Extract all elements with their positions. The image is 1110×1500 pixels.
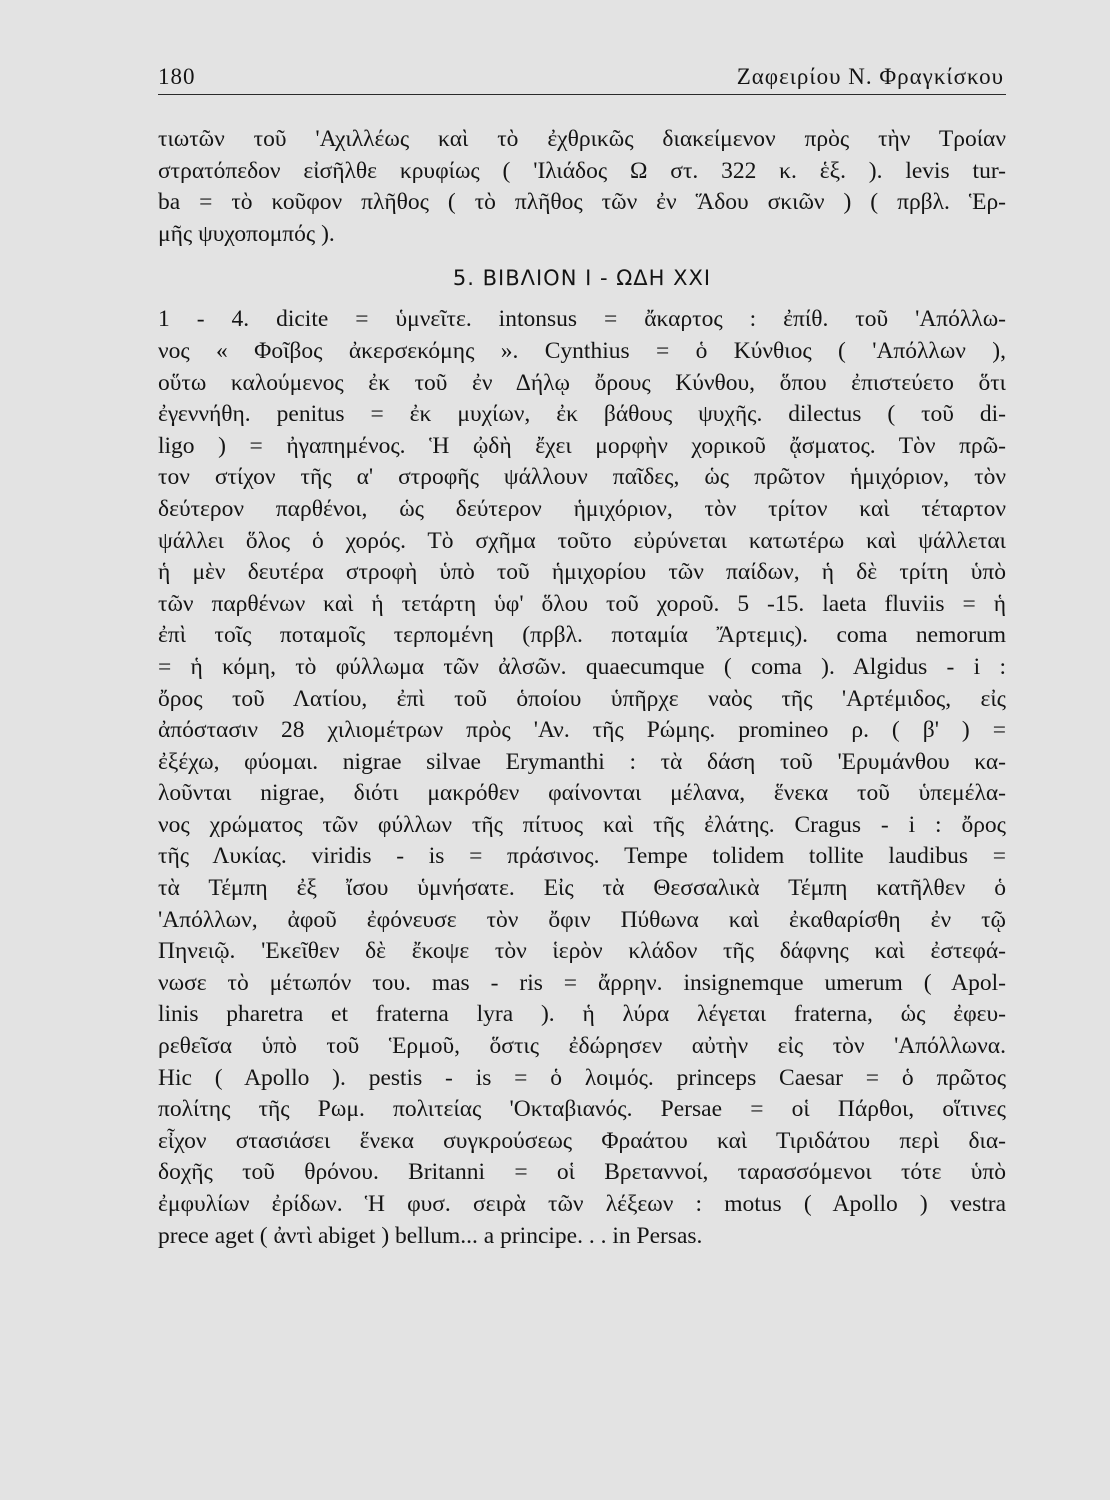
text-line: ἐμφυλίων ἐρίδων. Ἡ φυσ. σειρὰ τῶν λέξεων : motus ( Apollo ) vestra [158,1191,1006,1217]
text-line: οὕτω καλούμενος ἐκ τοῦ ἐν Δήλῳ ὄρους Κύνθου, ὅπου ἐπιστεύετο ὅτι [158,369,1006,396]
text-line: ἀπόστασιν 28 χιλιομέτρων πρὸς 'Αν. τῆς Ρώμης. promineo ρ. ( β' ) = [158,717,1006,744]
text-line: δοχῆς τοῦ θρόνου. Britanni = οἱ Βρεταννοί, ταρασσόμενοι τότε ὑπὸ [158,1159,1006,1186]
text-line: τιωτῶν τοῦ 'Αχιλλέως καὶ τὸ ἐχθρικῶς διακείμενον πρὸς τὴν Τροίαν [158,126,1006,152]
paragraph-continued [158,124,1006,250]
text-line: 1 - 4. dicite = ὑμνεῖτε. intonsus = ἄκαρτος : ἐπίθ. τοῦ 'Απόλλω- [158,306,1006,333]
text-line: τον στίχον τῆς α' στροφῆς ψάλλουν παῖδες, ὡς πρῶτον ἡμιχόριον, τὸν [158,464,1006,491]
text-line: ἐγεννήθη. penitus = ἐκ μυχίων, ἐκ βάθους ψυχῆς. dilectus ( τοῦ di- [158,401,1006,428]
text-line: Πηνειῷ. 'Εκεῖθεν δὲ ἔκοψε τὸν ἱερὸν κλάδον τῆς δάφνης καὶ ἐστεφά- [158,938,1006,965]
page-number: 180 [158,64,196,89]
text-line: ba = τὸ κοῦφον πλῆθος ( τὸ πλῆθος τῶν ἐν Ἅδου σκιῶν ) ( πρβλ. Ἑρ- [158,189,1006,216]
text-line: τῆς Λυκίας. viridis - is = πράσινος. Tempe tolidem tollite laudibus = [158,843,1006,870]
text-line: μῆς ψυχοπομπός ). [158,220,335,247]
page-body [158,124,1006,1252]
text-line: λοῦνται nigrae, διότι μακρόθεν φαίνονται μέλανα, ἕνεκα τοῦ ὑπεμέλα- [158,780,1006,807]
running-head: Ζαφειρίου Ν. Φραγκίσκου [736,64,1004,89]
text-line: ρεθεῖσα ὑπὸ τοῦ Ἑρμοῦ, ὅστις ἐδώρησεν αὐτὴν εἰς τὸν 'Απόλλωνα. [158,1033,1006,1060]
text-line: πολίτης τῆς Ρωμ. πολιτείας 'Οκταβιανός. Persae = οἱ Πάρθοι, οἵτινες [158,1096,1006,1123]
text-line: ἡ μὲν δευτέρα στροφὴ ὑπὸ τοῦ ἡμιχορίου τῶν παίδων, ἡ δὲ τρίτη ὑπὸ [158,559,1006,586]
text-line: νωσε τὸ μέτωπόν του. mas - ris = ἄρρην. insignemque umerum ( Apol- [158,969,1006,996]
text-line: εἶχον στασιάσει ἕνεκα συγκρούσεως Φραάτου καὶ Τιριδάτου περὶ δια- [158,1127,1006,1154]
text-line: ὄρος τοῦ Λατίου, ἐπὶ τοῦ ὁποίου ὑπῆρχε ναὸς τῆς 'Αρτέμιδος, εἰς [158,685,1006,712]
text-line: Hic ( Apollo ). pestis - is = ὁ λοιμός. princeps Caesar = ὁ πρῶτος [158,1064,1006,1091]
text-line: στρατόπεδον εἰσῆλθε κρυφίως ( 'Ιλιάδος Ω στ. 322 κ. ἑξ. ). levis tur- [158,157,1006,184]
text-line: νος χρώματος τῶν φύλλων τῆς πίτυος καὶ τῆς ἐλάτης. Cragus - i : ὄρος [158,811,1006,838]
text-line: = ἡ κόμη, τὸ φύλλωμα τῶν ἀλσῶν. quaecumque ( coma ). Algidus - i : [158,653,1006,680]
section-heading: 5. ΒΙΒΛΙΟΝ Ι - ΩΔΗ XXI [452,266,712,291]
text-line: δεύτερον παρθένοι, ὡς δεύτερον ἡμιχόριον, τὸν τρίτον καὶ τέταρτον [158,495,1006,522]
text-line: τὰ Τέμπη ἐξ ἴσου ὑμνήσατε. Εἰς τὰ Θεσσαλικὰ Τέμπη κατῆλθεν ὁ [158,875,1006,902]
page-header [158,60,1006,95]
commentary-paragraph [158,304,1006,1252]
text-line: νος « Φοῖβος ἀκερσεκόμης ». Cynthius = ὁ Κύνθιος ( 'Απόλλων ), [158,337,1006,364]
text-line: 'Απόλλων, ἀφοῦ ἐφόνευσε τὸν ὄφιν Πύθωνα καὶ ἐκαθαρίσθη ἐν τῷ [158,906,1006,933]
text-line: τῶν παρθένων καὶ ἡ τετάρτη ὑφ' ὅλου τοῦ χοροῦ. 5 -15. laeta fluviis = ἡ [158,590,1006,617]
text-line: linis pharetra et fraterna lyra ). ἡ λύρα λέγεται fraterna, ὡς ἐφευ- [158,1001,1006,1028]
text-line: ligo ) = ἠγαπημένος. Ἡ ᾠδὴ ἔχει μορφὴν χορικοῦ ᾄσματος. Τὸν πρῶ- [158,432,1006,459]
text-line: prece aget ( ἀντὶ abiget ) bellum... a principe. . . in Persas. [158,1222,703,1249]
text-line: ἐξέχω, φύομαι. nigrae silvae Erymanthi : τὰ δάση τοῦ 'Ερυμάνθου κα- [158,748,1006,775]
text-line: ψάλλει ὅλος ὁ χορός. Τὸ σχῆμα τοῦτο εὐρύνεται κατωτέρω καὶ ψάλλεται [158,527,1006,554]
text-line: ἐπὶ τοῖς ποταμοῖς τερπομένη (πρβλ. ποταμία Ἄρτεμις). coma nemorum [158,622,1006,649]
